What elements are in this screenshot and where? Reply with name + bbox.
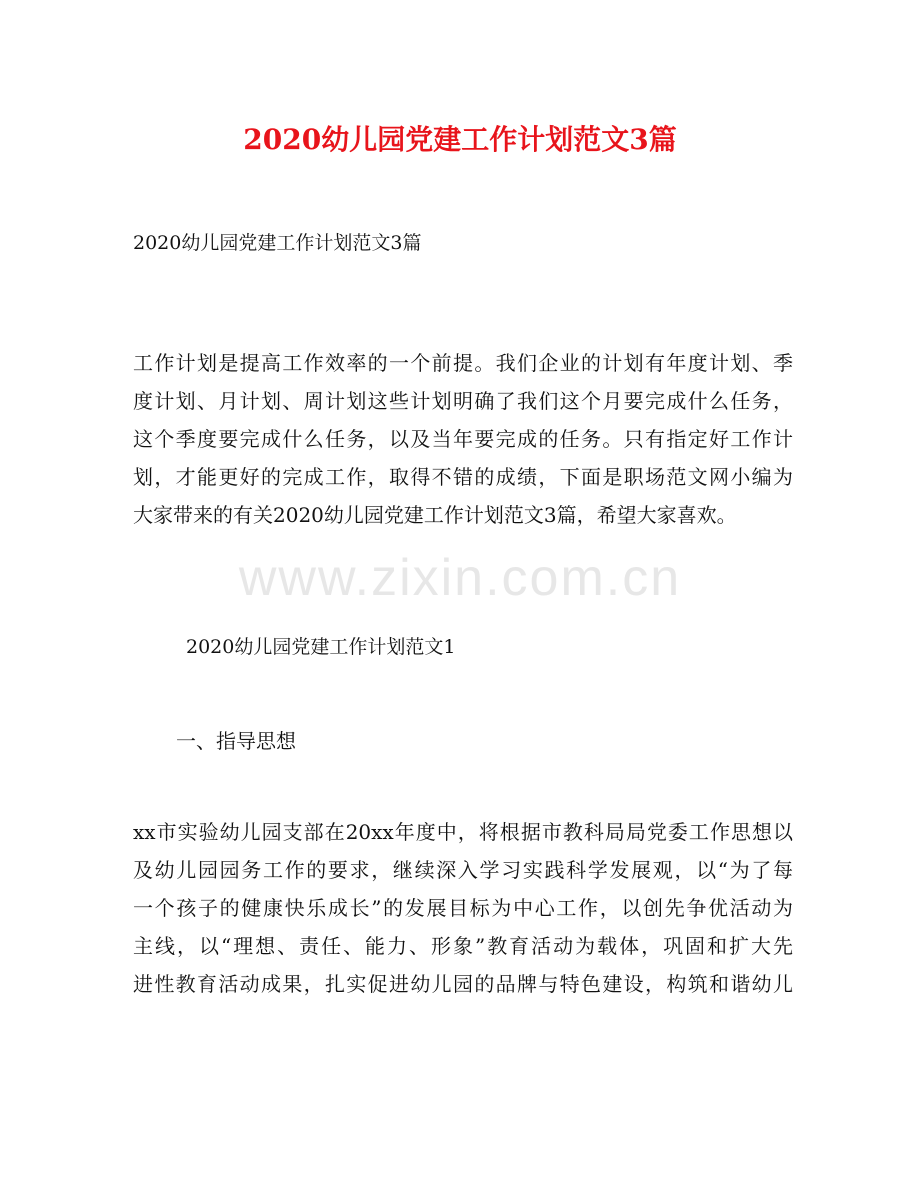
section-heading: 2020幼儿园党建工作计划范文1 [186, 636, 456, 658]
intro-line: 工作计划是提高工作效率的一个前提。我们企业的计划有年度计划、季 [133, 351, 793, 375]
body-line: 主线，以“理想、责任、能力、形象”教育活动为载体，巩固和扩大先 [133, 934, 793, 958]
document-subtitle: 2020幼儿园党建工作计划范文3篇 [133, 232, 422, 254]
sub-heading: 一、指导思想 [176, 729, 296, 753]
watermark: www.zixin.com.cn [238, 549, 682, 607]
body-line: 进性教育活动成果，扎实促进幼儿园的品牌与特色建设，构筑和谐幼儿 [133, 972, 793, 996]
intro-line: 划，才能更好的完成工作，取得不错的成绩，下面是职场范文网小编为 [133, 465, 793, 489]
intro-line: 大家带来的有关2020幼儿园党建工作计划范文3篇，希望大家喜欢。 [133, 503, 737, 527]
intro-line: 这个季度要完成什么任务，以及当年要完成的任务。只有指定好工作计 [133, 427, 793, 451]
document-title: 2020幼儿园党建工作计划范文3篇 [243, 123, 677, 156]
intro-paragraph [133, 344, 793, 534]
body-line: 一个孩子的健康快乐成长”的发展目标为中心工作，以创先争优活动为 [133, 896, 793, 920]
body-paragraph [133, 813, 793, 1003]
body-line: 及幼儿园园务工作的要求，继续深入学习实践科学发展观，以“为了每 [133, 858, 793, 882]
body-line: xx市实验幼儿园支部在20xx年度中，将根据市教科局局党委工作思想以 [133, 820, 793, 844]
intro-line: 度计划、月计划、周计划这些计划明确了我们这个月要完成什么任务， [133, 389, 793, 413]
